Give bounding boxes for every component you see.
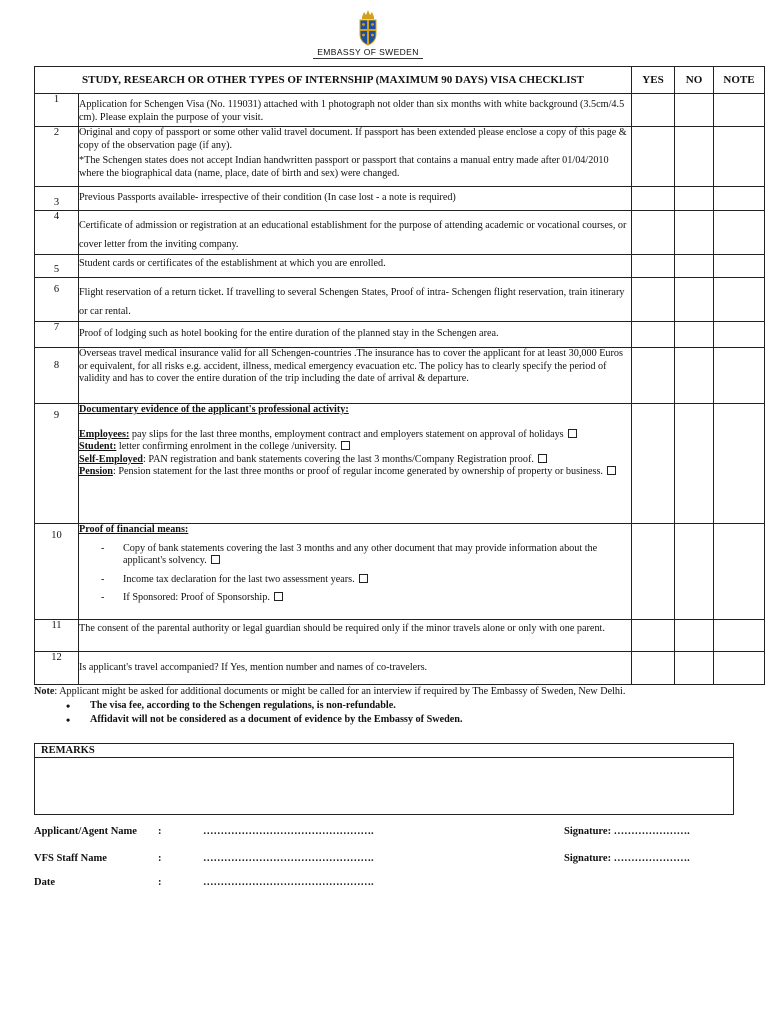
table-row — [35, 187, 765, 211]
row-text — [79, 404, 632, 524]
row-text-main: Original and copy of passport or some other valid travel document. If passport has been extended please enclose a copy of this page & copy of the observation page (if any). — [79, 127, 627, 151]
row-number: 6 — [35, 278, 79, 322]
row-text — [79, 127, 632, 187]
student-label: Student: — [79, 441, 117, 452]
embassy-label: EMBASSY OF SWEDEN — [317, 47, 419, 57]
yes-cell[interactable] — [632, 278, 675, 322]
row-number: 5 — [35, 255, 79, 278]
date-colon: : — [158, 877, 162, 888]
no-cell[interactable] — [675, 652, 714, 685]
bullet-item: • Affidavit will not be considered as a document of evidence by the Embassy of Sweden. — [66, 714, 463, 728]
note-cell[interactable] — [714, 652, 765, 685]
checklist-title: STUDY, RESEARCH OR OTHER TYPES OF INTERNSHIP (MAXIMUM 90 DAYS) VISA CHECKLIST — [35, 67, 632, 94]
row-text: Proof of lodging such as hotel booking for the entire duration of the planned stay in the Schengen area. — [79, 322, 632, 348]
pension-label: Pension — [79, 466, 113, 477]
row-number: 8 — [35, 348, 79, 404]
table-row — [35, 255, 765, 278]
self-employed-item — [79, 454, 631, 467]
applicant-signature-field[interactable]: Signature: …………………. — [564, 826, 690, 837]
staff-signature-field[interactable]: Signature: …………………. — [564, 853, 690, 864]
no-cell[interactable] — [675, 620, 714, 652]
embassy-logo — [312, 8, 424, 64]
remarks-label: REMARKS — [35, 744, 733, 758]
checkbox[interactable] — [607, 466, 616, 475]
checkbox[interactable] — [211, 555, 220, 564]
row-text: Flight reservation of a return ticket. If travelling to several Schengen States, Proof of intra- Schengen flight reservation, train itinerary or car rental. — [79, 278, 632, 322]
no-cell[interactable] — [675, 211, 714, 255]
row-number: 4 — [35, 211, 79, 255]
row-text: Application for Schengen Visa (No. 119031) attached with 1 photograph not older than six months with white background (3.5cm/4.5 cm). Please explain the purpose of your visit. — [79, 94, 632, 127]
row-text — [79, 524, 632, 620]
note-cell[interactable] — [714, 255, 765, 278]
table-row — [35, 127, 765, 187]
yes-cell[interactable] — [632, 187, 675, 211]
row-number: 7 — [35, 322, 79, 348]
row-number: 12 — [35, 652, 79, 685]
row-text: Student cards or certificates of the establishment at which you are enrolled. — [79, 255, 632, 278]
staff-colon: : — [158, 853, 162, 864]
applicant-colon: : — [158, 826, 162, 837]
row-text: Certificate of admission or registration at an educational establishment for the purpose of attending academic or vocational courses, or cover letter from the inviting company. — [79, 211, 632, 255]
col-yes: YES — [632, 67, 675, 94]
no-cell[interactable] — [675, 278, 714, 322]
yes-cell[interactable] — [632, 404, 675, 524]
remarks-box[interactable] — [34, 743, 734, 815]
note-label: Note — [34, 686, 55, 697]
note-cell[interactable] — [714, 524, 765, 620]
bullet-list — [66, 700, 463, 728]
bullet-item: • The visa fee, according to the Schengen regulations, is non-refundable. — [66, 700, 463, 714]
yes-cell[interactable] — [632, 211, 675, 255]
self-employed-text: : PAN registration and bank statements covering the last 3 months/Company Registration proof. — [142, 453, 534, 465]
row-number: 3 — [35, 187, 79, 211]
note-cell[interactable] — [714, 322, 765, 348]
date-field[interactable]: …………………………………………. — [203, 877, 374, 888]
staff-name-label: VFS Staff Name — [34, 853, 107, 864]
no-cell[interactable] — [675, 322, 714, 348]
row-number: 2 — [35, 127, 79, 187]
student-text: letter confirming enrolment in the college /university. — [116, 441, 337, 452]
note-cell[interactable] — [714, 211, 765, 255]
col-note: NOTE — [714, 67, 765, 94]
note-text: : Applicant might be asked for additional documents or might be called for an interview if required by The Embassy of Sweden, New Delhi. — [54, 686, 626, 697]
yes-cell[interactable] — [632, 322, 675, 348]
table-row — [35, 211, 765, 255]
list-item — [79, 574, 631, 587]
yes-cell[interactable] — [632, 652, 675, 685]
table-row — [35, 652, 765, 685]
logo-rule — [313, 58, 423, 59]
table-row — [35, 404, 765, 524]
row-number: 10 — [35, 524, 79, 620]
applicant-name-label: Applicant/Agent Name — [34, 826, 137, 837]
no-cell[interactable] — [675, 348, 714, 404]
staff-name-field[interactable]: …………………………………………. — [203, 853, 374, 864]
visa-checklist-table — [34, 66, 765, 685]
yes-cell[interactable] — [632, 524, 675, 620]
employees-text: pay slips for the last three months, employment contract and employers statement on approval of holidays — [129, 428, 564, 440]
financial-means-list — [79, 543, 631, 605]
student-item — [79, 441, 631, 454]
employees-label: Employees: — [79, 428, 130, 440]
note-cell[interactable] — [714, 404, 765, 524]
list-item-text: If Sponsored: Proof of Sponsorship. — [123, 592, 270, 603]
no-cell[interactable] — [675, 255, 714, 278]
yes-cell[interactable] — [632, 127, 675, 187]
note-cell[interactable] — [714, 127, 765, 187]
no-cell[interactable] — [675, 187, 714, 211]
table-row — [35, 524, 765, 620]
row-text: Overseas travel medical insurance valid for all Schengen-countries .The insurance has to cover the applicant for at least 30,000 Euros or equivalent, for all risks e.g. accident, illness, medical emergency evacuation etc. The policy has to clearly specify the period of validity and has to cover the entire duration of the trip including the date of arrival & departure. — [79, 348, 632, 404]
list-item — [79, 543, 631, 568]
row-text: The consent of the parental authority or legal guardian should be required only if the minor travels alone or only with one parent. — [79, 620, 632, 652]
note-cell[interactable] — [714, 94, 765, 127]
row-text-note: *The Schengen states does not accept Indian handwritten passport or passport that contains a manual entry made after 01/04/2010 where the biographical data (name, place, date of birth and sex) were changed. — [79, 155, 609, 179]
checkbox[interactable] — [274, 592, 283, 601]
note-cell[interactable] — [714, 620, 765, 652]
applicant-name-field[interactable]: …………………………………………. — [203, 826, 374, 837]
checkbox[interactable] — [341, 441, 350, 450]
list-item-text: Income tax declaration for the last two assessment years. — [123, 573, 355, 585]
note-cell[interactable] — [714, 187, 765, 211]
list-item-text: Copy of bank statements covering the last 3 months and any other document that may provide information about the applicant's solvency. — [123, 542, 598, 566]
note-line — [34, 686, 754, 697]
yes-cell[interactable] — [632, 348, 675, 404]
row-text: Is applicant's travel accompanied? If Yes, mention number and names of co-travelers. — [79, 652, 632, 685]
no-cell[interactable] — [675, 404, 714, 524]
table-header-row — [35, 67, 765, 94]
pension-text: : Pension statement for the last three months or proof of regular income generated by ownership of property or business. — [112, 466, 603, 477]
col-no: NO — [675, 67, 714, 94]
row-number: 9 — [35, 404, 79, 524]
checkbox[interactable] — [538, 454, 547, 463]
table-row — [35, 620, 765, 652]
no-cell[interactable] — [675, 127, 714, 187]
list-item — [79, 592, 631, 605]
checkbox[interactable] — [568, 429, 577, 438]
no-cell[interactable] — [675, 524, 714, 620]
yes-cell[interactable] — [632, 255, 675, 278]
self-employed-label: Self-Employed — [79, 453, 143, 465]
checkbox[interactable] — [359, 574, 368, 583]
row-number: 1 — [35, 94, 79, 127]
table-row — [35, 322, 765, 348]
swedish-coat-of-arms-icon — [355, 8, 381, 46]
financial-means-heading: Proof of financial means: — [79, 524, 189, 535]
pension-item — [79, 466, 631, 479]
note-cell[interactable] — [714, 278, 765, 322]
no-cell[interactable] — [675, 94, 714, 127]
yes-cell[interactable] — [632, 620, 675, 652]
table-row — [35, 94, 765, 127]
table-row — [35, 278, 765, 322]
date-label: Date — [34, 877, 55, 888]
employees-item — [79, 429, 631, 442]
row-number: 11 — [35, 620, 79, 652]
table-row — [35, 348, 765, 404]
professional-activity-heading: Documentary evidence of the applicant's professional activity: — [79, 404, 349, 415]
note-cell[interactable] — [714, 348, 765, 404]
yes-cell[interactable] — [632, 94, 675, 127]
row-text: Previous Passports available- irrespective of their condition (In case lost - a note is required) — [79, 187, 632, 211]
